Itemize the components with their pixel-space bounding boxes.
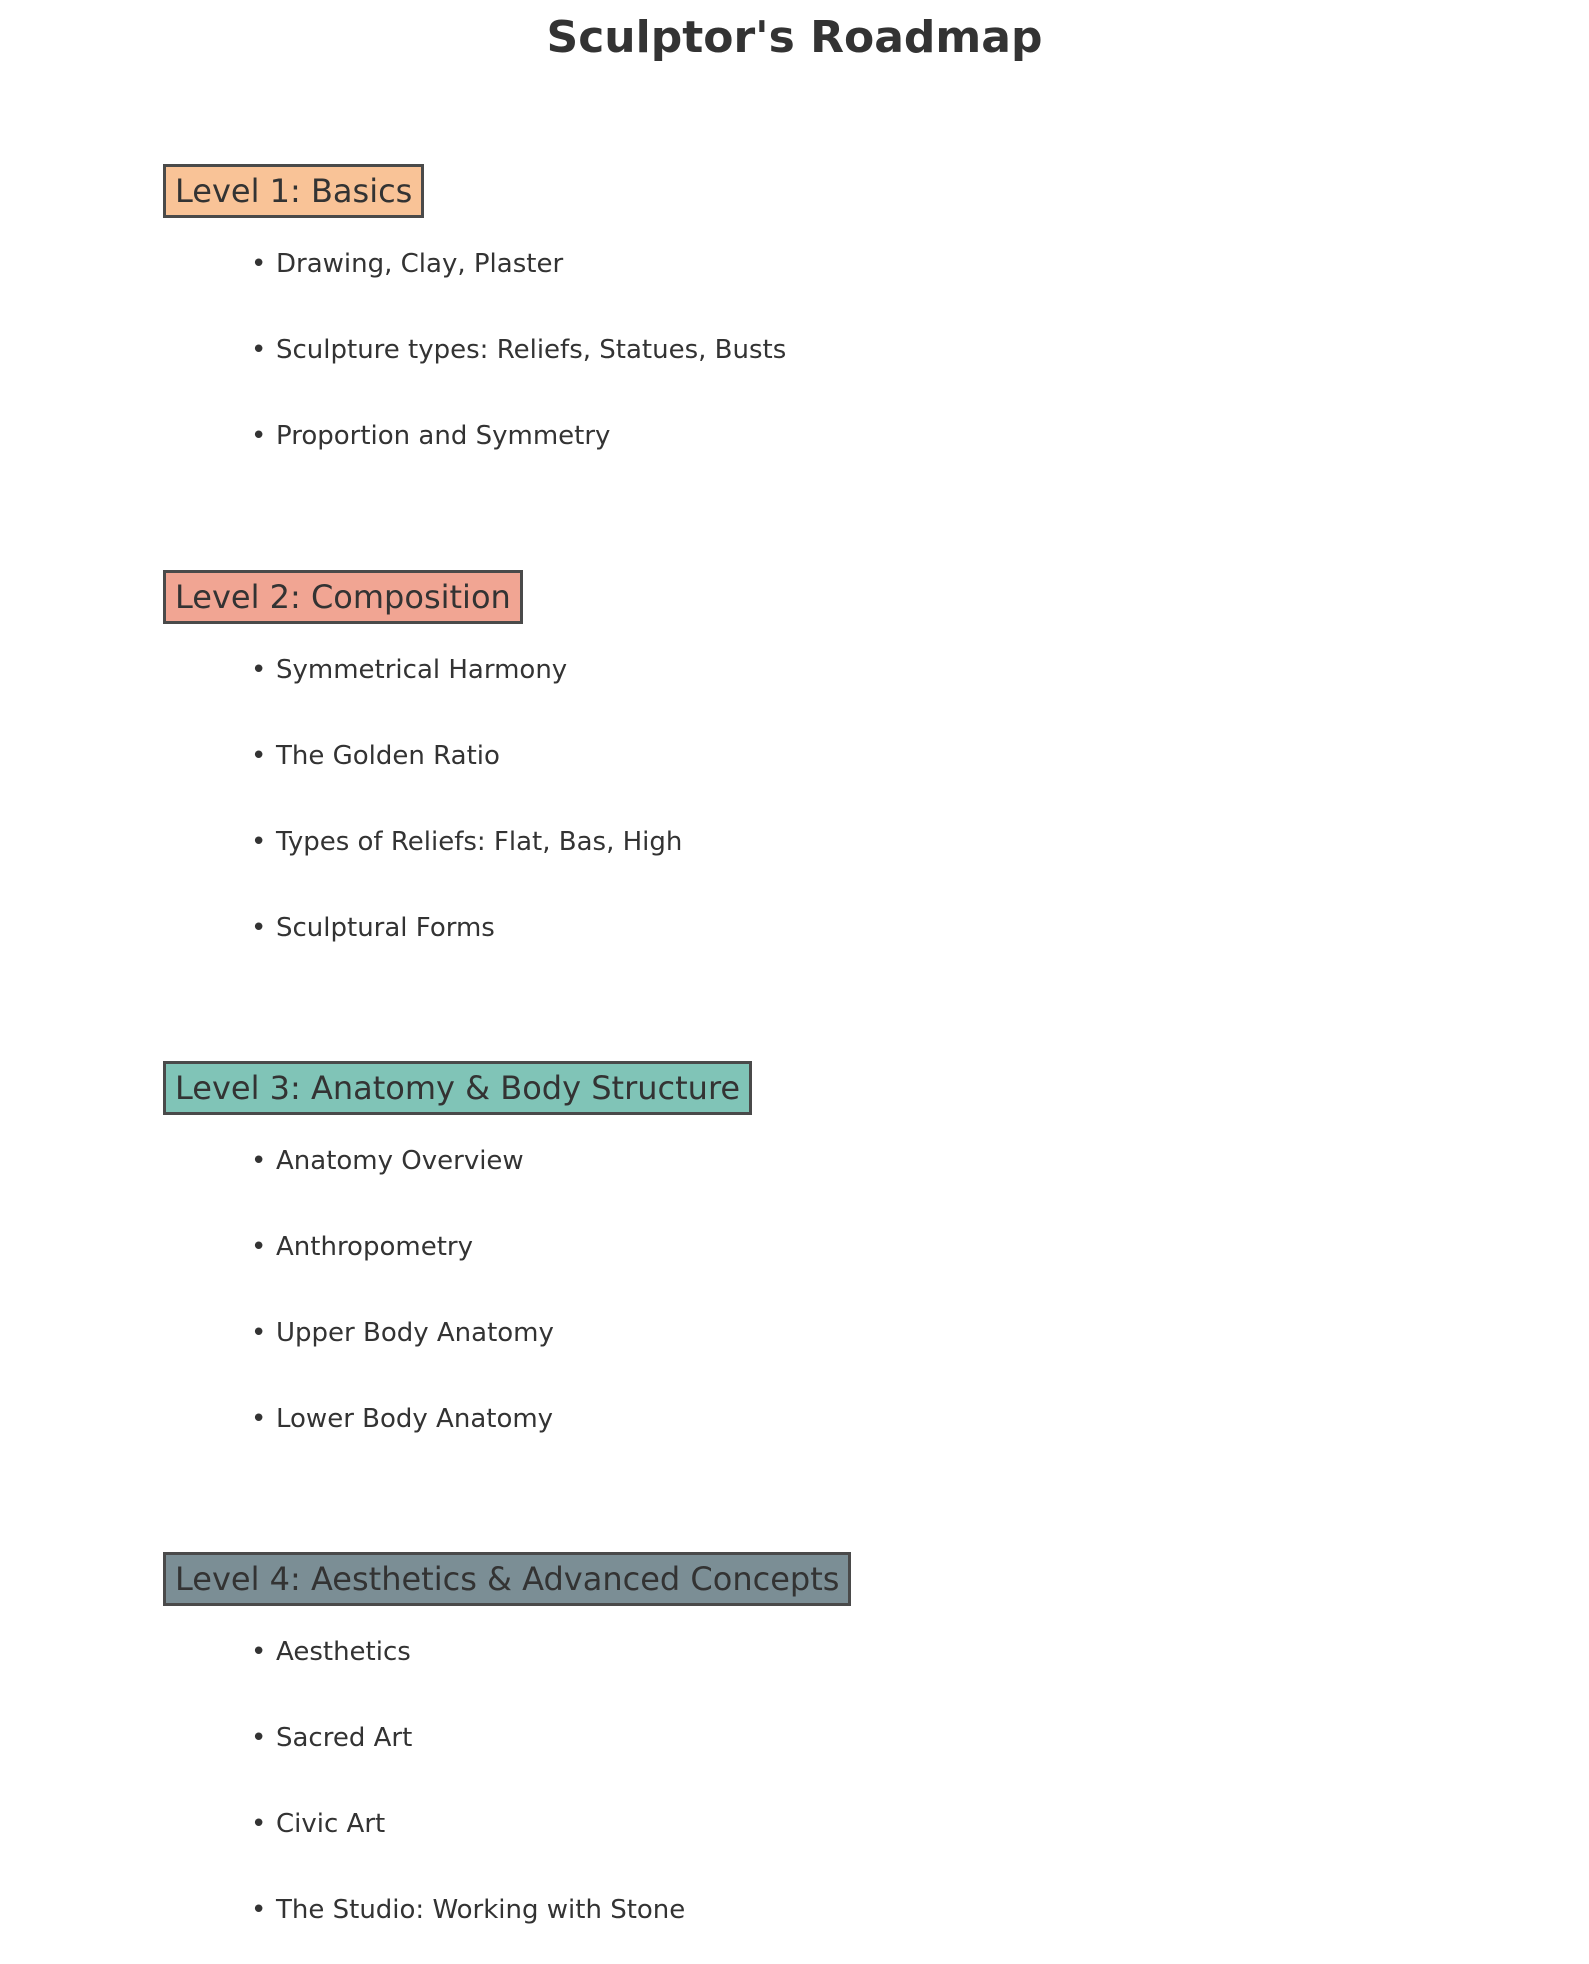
topic-item	[251, 1118, 840, 1204]
level-2-topic-list	[251, 627, 682, 971]
topic-label: Types of Reliefs: Flat, Bas, High	[276, 827, 683, 857]
topic-item	[251, 1376, 840, 1462]
topic-label: Drawing, Clay, Plaster	[276, 249, 564, 279]
bullet-icon: •	[251, 335, 267, 365]
topic-label: Aesthetics	[276, 1637, 411, 1667]
level-4-header: Level 4: Aesthetics & Advanced Concepts	[163, 1552, 851, 1606]
topic-item	[251, 627, 682, 713]
topic-item	[251, 1609, 939, 1695]
bullet-icon: •	[251, 1318, 267, 1348]
bullet-icon: •	[251, 827, 267, 857]
level-1-section	[163, 164, 787, 479]
bullet-icon: •	[251, 1146, 267, 1176]
topic-item	[251, 307, 786, 393]
bullet-icon: •	[251, 741, 267, 771]
bullet-icon: •	[251, 1637, 267, 1667]
level-1-header: Level 1: Basics	[163, 164, 424, 218]
topic-label: Symmetrical Harmony	[276, 655, 568, 685]
topic-label: Proportion and Symmetry	[276, 421, 611, 451]
bullet-icon: •	[251, 655, 267, 685]
level-2-section	[163, 570, 683, 971]
bullet-icon: •	[251, 421, 267, 451]
topic-item	[251, 713, 682, 799]
topic-label: Anthropometry	[276, 1232, 473, 1262]
topic-item	[251, 799, 682, 885]
bullet-icon: •	[251, 1404, 267, 1434]
topic-label: The Golden Ratio	[276, 741, 500, 771]
topic-item	[251, 221, 786, 307]
bullet-icon: •	[251, 1723, 267, 1753]
topic-label: Upper Body Anatomy	[276, 1318, 554, 1348]
page-title: Sculptor's Roadmap	[546, 12, 1043, 63]
topic-label: The Studio: Working with Stone	[276, 1895, 686, 1925]
level-2-header: Level 2: Composition	[163, 570, 523, 624]
topic-label: Anatomy Overview	[276, 1146, 524, 1176]
level-3-section	[163, 1061, 752, 1462]
bullet-icon: •	[251, 1232, 267, 1262]
topic-item	[251, 1290, 840, 1376]
topic-label: Sacred Art	[276, 1723, 413, 1753]
bullet-icon: •	[251, 1809, 267, 1839]
bullet-icon: •	[251, 249, 267, 279]
bullet-icon: •	[251, 1895, 267, 1925]
topic-item	[251, 393, 786, 479]
level-4-topic-list	[251, 1609, 939, 1953]
topic-item	[251, 1867, 939, 1953]
bullet-icon: •	[251, 913, 267, 943]
topic-item	[251, 1695, 939, 1781]
topic-label: Lower Body Anatomy	[276, 1404, 554, 1434]
topic-label: Civic Art	[276, 1809, 386, 1839]
topic-item	[251, 1781, 939, 1867]
topic-item	[251, 885, 682, 971]
topic-item	[251, 1204, 840, 1290]
level-1-topic-list	[251, 221, 786, 479]
level-3-topic-list	[251, 1118, 840, 1462]
topic-label: Sculptural Forms	[276, 913, 495, 943]
level-4-section	[163, 1552, 851, 1953]
level-3-header: Level 3: Anatomy & Body Structure	[163, 1061, 752, 1115]
topic-label: Sculpture types: Reliefs, Statues, Busts	[276, 335, 787, 365]
